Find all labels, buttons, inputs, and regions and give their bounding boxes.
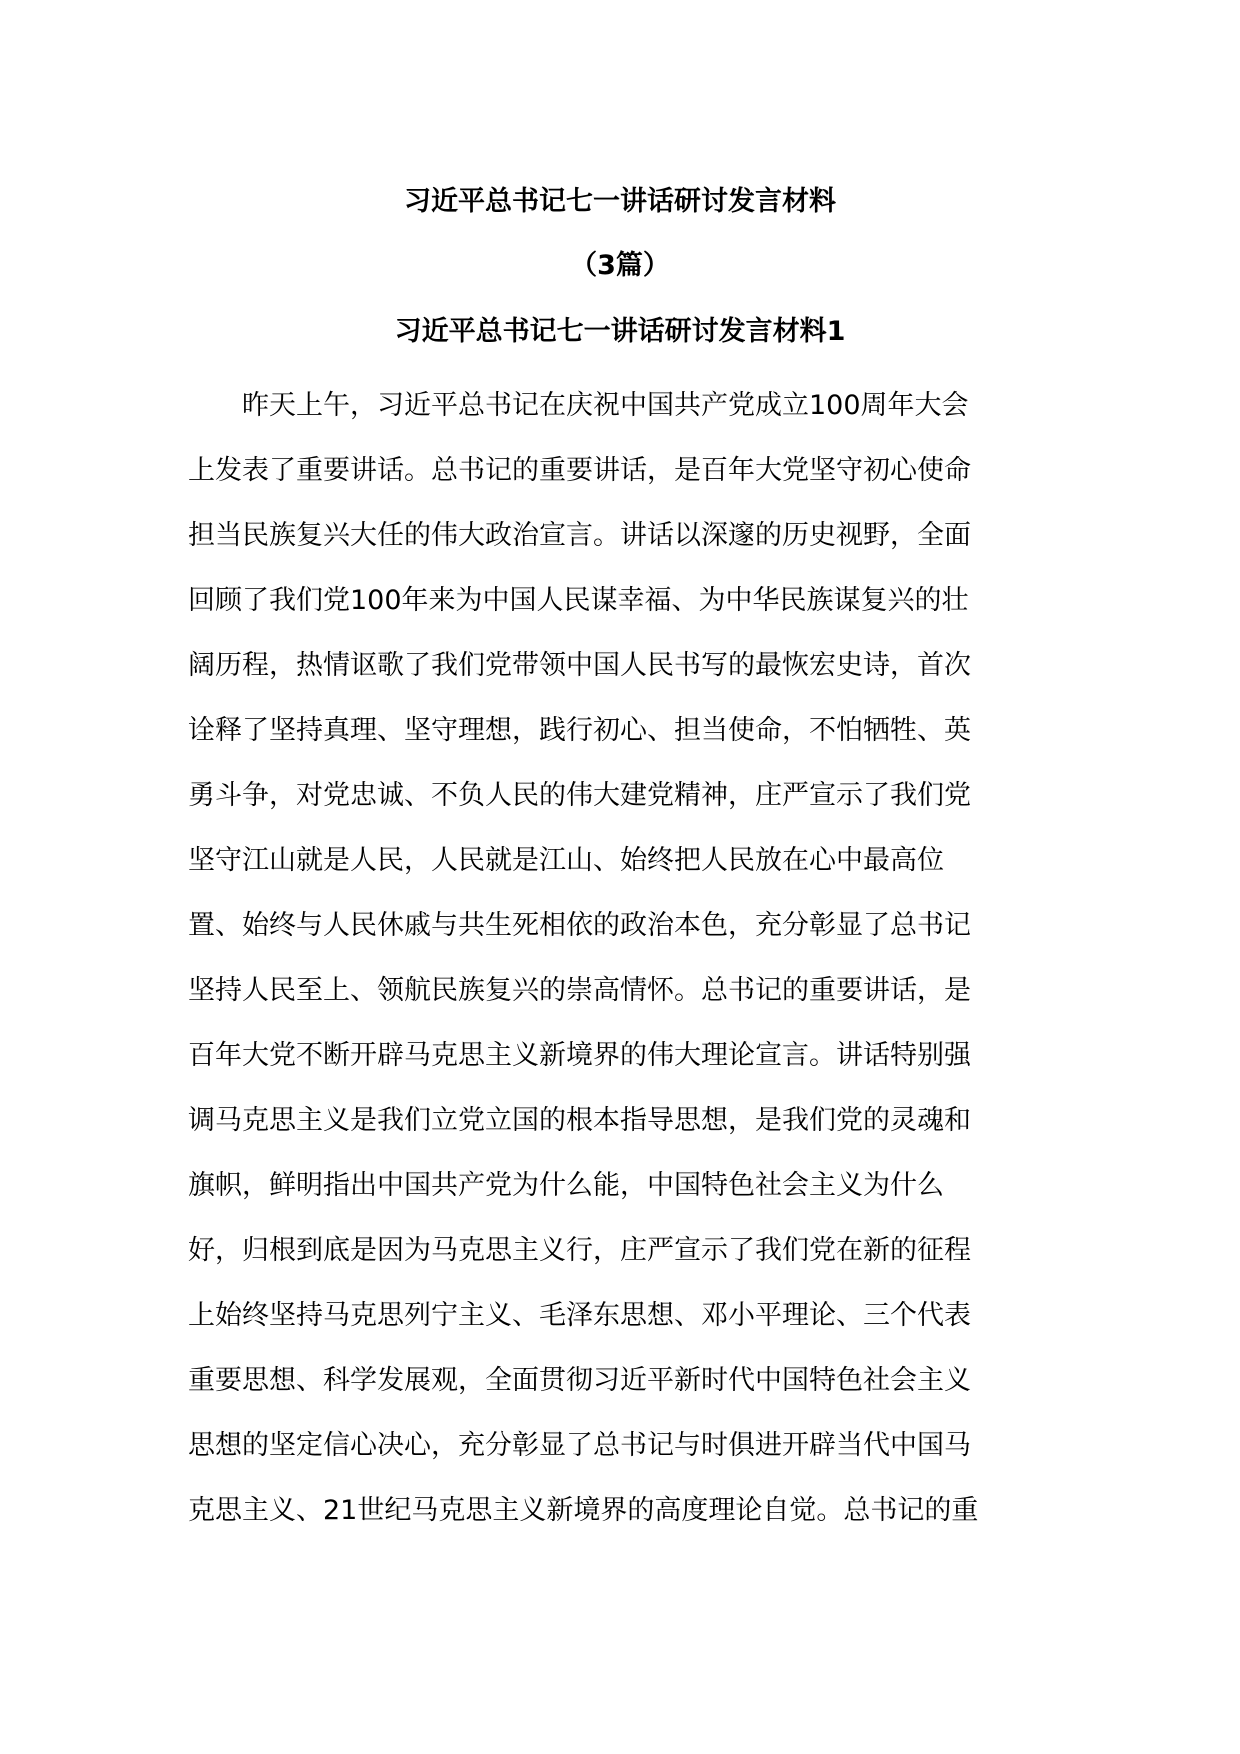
body-line: 旗帜，鲜明指出中国共产党为什么能，中国特色社会主义为什么 [188,1170,944,1201]
body-line: 阔历程，热情讴歌了我们党带领中国人民书写的最恢宏史诗，首次 [188,650,971,681]
body-line: 克思主义、21世纪马克思主义新境界的高度理论自觉。总书记的重 [188,1495,979,1526]
body-line: 诠释了坚持真理、坚守理想，践行初心、担当使命，不怕牺牲、英 [188,715,971,746]
body-line: 坚持人民至上、领航民族复兴的崇高情怀。总书记的重要讲话，是 [188,975,971,1006]
body-line: 百年大党不断开辟马克思主义新境界的伟大理论宣言。讲话特别强 [188,1040,971,1071]
body-line: 思想的坚定信心决心，充分彰显了总书记与时俱进开辟当代中国马 [188,1430,971,1461]
body-line: 回顾了我们党100年来为中国人民谋幸福、为中华民族谋复兴的壮 [188,585,969,616]
body-line: 上始终坚持马克思列宁主义、毛泽东思想、邓小平理论、三个代表 [188,1300,971,1331]
body-line: 昨天上午，习近平总书记在庆祝中国共产党成立100周年大会 [188,390,969,421]
body-line: 调马克思主义是我们立党立国的根本指导思想，是我们党的灵魂和 [188,1105,971,1136]
body-line: 勇斗争，对党忠诚、不负人民的伟大建党精神，庄严宣示了我们党 [188,780,971,811]
body-line: 坚守江山就是人民，人民就是江山、始终把人民放在心中最高位 [188,845,944,876]
document-subtitle: （3篇） [570,250,670,281]
section-heading: 习近平总书记七一讲话研讨发言材料1 [394,316,846,347]
body-line: 担当民族复兴大任的伟大政治宣言。讲话以深邃的历史视野，全面 [188,520,971,551]
body-line: 重要思想、科学发展观，全面贯彻习近平新时代中国特色社会主义 [188,1365,971,1396]
document-title: 习近平总书记七一讲话研讨发言材料 [404,186,836,217]
body-line: 上发表了重要讲话。总书记的重要讲话，是百年大党坚守初心使命 [188,455,971,486]
body-line: 置、始终与人民休戚与共生死相依的政治本色，充分彰显了总书记 [188,910,971,941]
body-line: 好，归根到底是因为马克思主义行，庄严宣示了我们党在新的征程 [188,1235,971,1266]
